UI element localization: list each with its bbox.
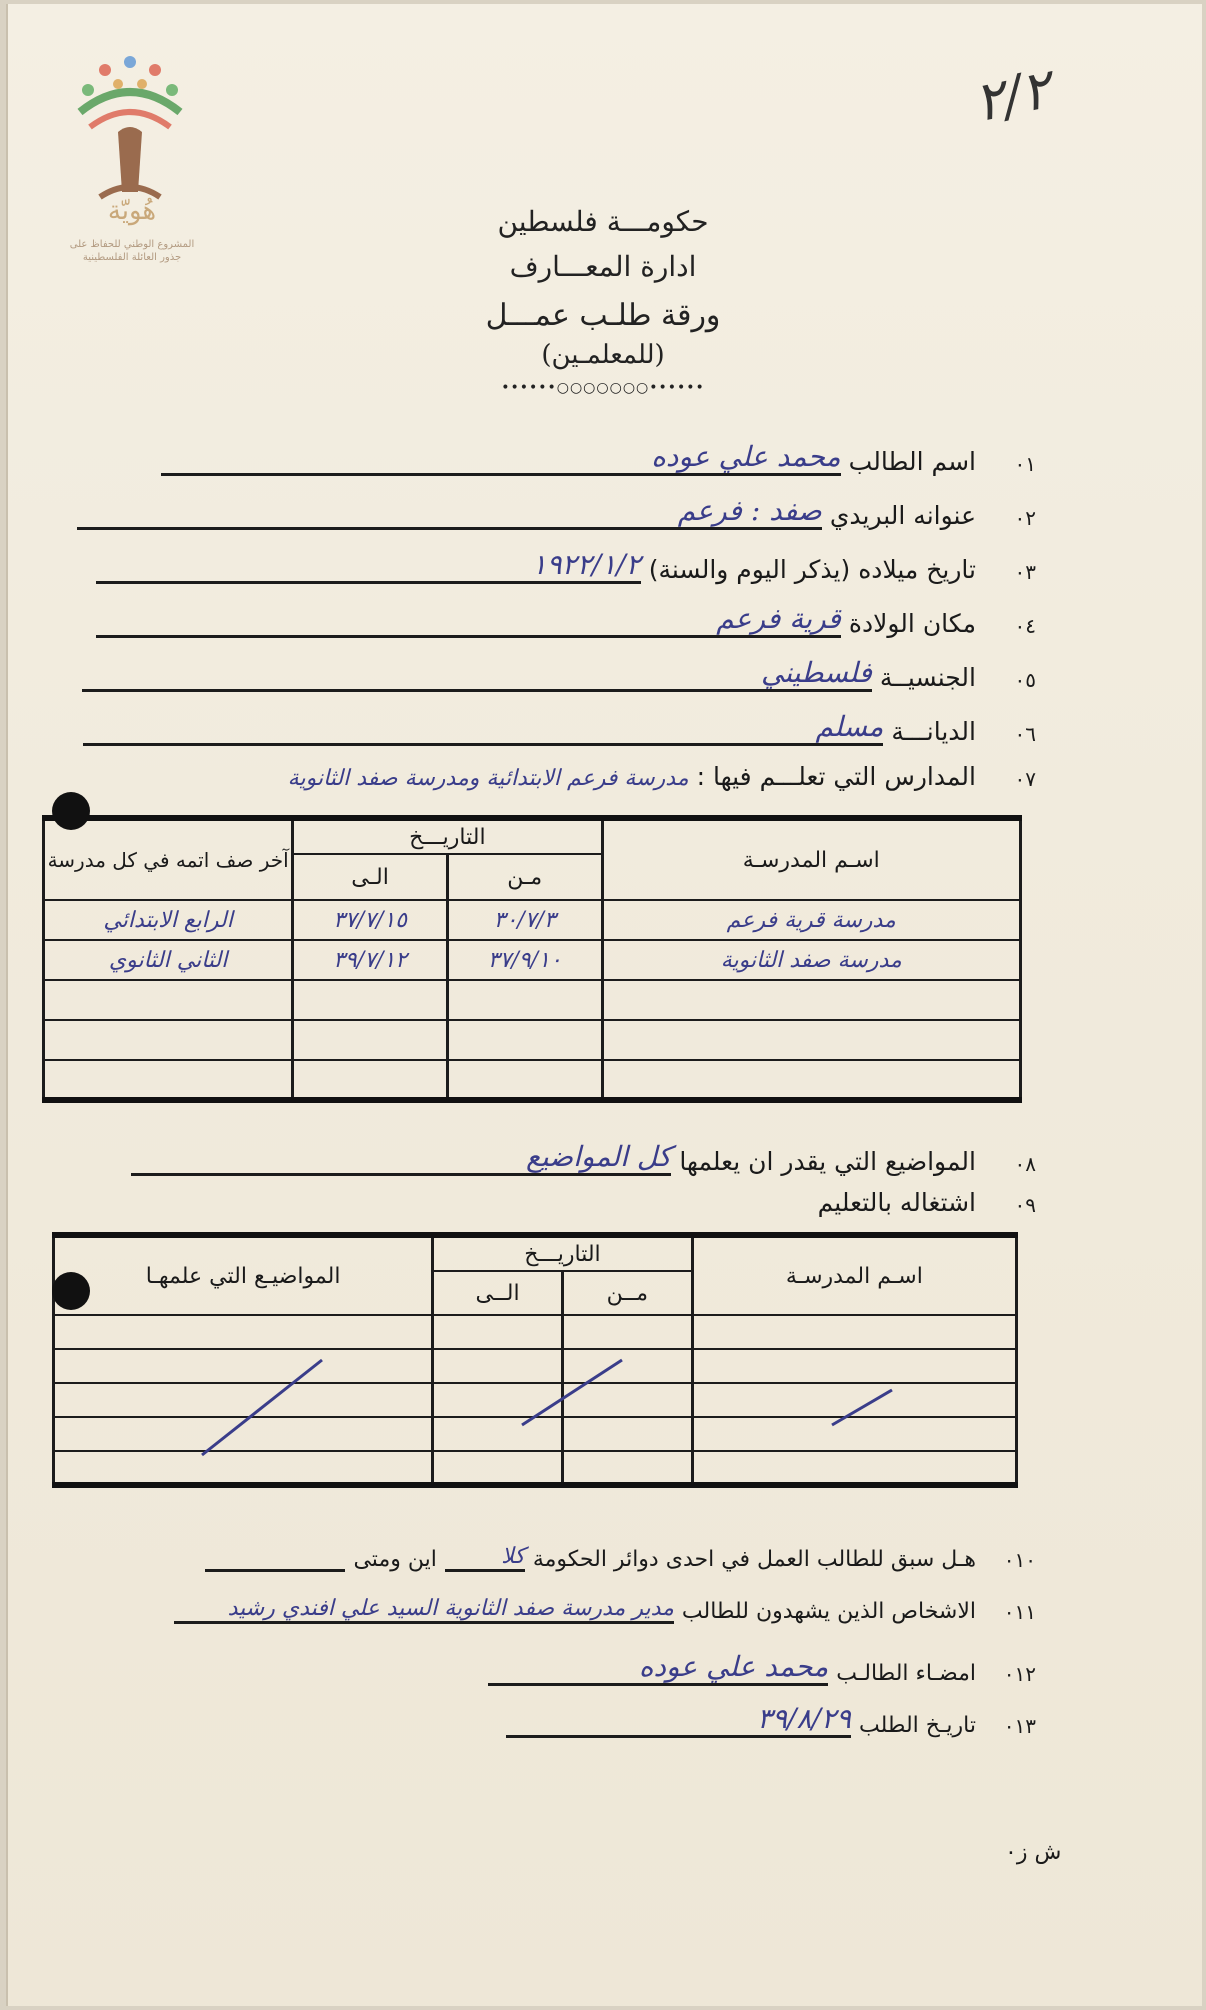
table-row bbox=[44, 1060, 1021, 1100]
col-to: الـى bbox=[293, 854, 448, 900]
field-label: الديانـــة bbox=[891, 717, 976, 746]
cell-to: ٣٩/٧/١٢ bbox=[293, 940, 448, 980]
field-label: تاريـخ الطلب bbox=[859, 1713, 976, 1738]
field-value: محمد علي عوده bbox=[161, 440, 841, 476]
logo-subtitle-line2: جذور العائلة الفلسطينية bbox=[82, 252, 182, 263]
field-teachable-subjects bbox=[131, 1140, 1036, 1176]
header-form-title: ورقة طلـب عمـــل bbox=[485, 298, 721, 333]
field-value: كلا bbox=[445, 1544, 525, 1572]
field-references bbox=[174, 1596, 1036, 1624]
field-number: ٠٩ bbox=[1014, 1193, 1036, 1217]
field-birth-place bbox=[96, 602, 1036, 638]
field-birth-date bbox=[96, 548, 1036, 584]
header-ornament: ••••••○○○○○○○•••••• bbox=[501, 380, 705, 396]
col-school-name: اسـم المدرسـة bbox=[602, 818, 1020, 900]
field-government-service bbox=[205, 1544, 1036, 1572]
cell-school: مدرسة قرية فرعم bbox=[602, 900, 1020, 940]
field-number: ٠٣ bbox=[1014, 560, 1036, 584]
header-government: حكومـــة فلسطين bbox=[497, 205, 709, 238]
field-schools-attended bbox=[189, 762, 1036, 791]
field-application-date bbox=[506, 1702, 1036, 1738]
field-number: ٠٧ bbox=[1014, 767, 1036, 791]
field-number: ٠١٢ bbox=[1003, 1662, 1036, 1686]
field-label: الاشخاص الذين يشهدون للطالب bbox=[681, 1599, 976, 1624]
field-postal-address bbox=[77, 494, 1036, 530]
logo-title: هُويّة bbox=[107, 196, 157, 226]
teaching-table-header bbox=[54, 1235, 1017, 1271]
field-label: المدارس التي تعلـــم فيها : bbox=[696, 762, 976, 791]
field-label: الجنسيــة bbox=[879, 663, 976, 692]
field-label: مكان الولادة bbox=[848, 609, 976, 638]
header-department: ادارة المعـــارف bbox=[509, 250, 697, 283]
field-number: ٠٥ bbox=[1014, 668, 1036, 692]
field-teaching-experience bbox=[818, 1188, 1036, 1217]
field-value: فلسطيني bbox=[82, 656, 872, 692]
field-label: اسم الطالب bbox=[848, 447, 976, 476]
logo-subtitle-line1: المشروع الوطني للحفاظ على bbox=[69, 239, 195, 250]
schools-table bbox=[42, 815, 1022, 1103]
col-from: مــن bbox=[562, 1271, 692, 1315]
field-religion bbox=[83, 710, 1036, 746]
col-to: الــى bbox=[433, 1271, 563, 1315]
field-nationality bbox=[82, 656, 1036, 692]
field-suffix: اين ومتى bbox=[353, 1547, 437, 1572]
cell-from: ٣٠/٧/٣ bbox=[447, 900, 602, 940]
field-number: ٠٢ bbox=[1014, 506, 1036, 530]
cell-from: ٣٧/٩/١٠ bbox=[447, 940, 602, 980]
schools-table-header bbox=[44, 818, 1021, 854]
field-value: ١٩٢٢/١/٢ bbox=[96, 548, 641, 584]
field-number: ٠١٣ bbox=[1003, 1714, 1036, 1738]
cell-grade: الرابع الابتدائي bbox=[44, 900, 293, 940]
field-label: هـل سبق للطالب العمل في احدى دوائر الحكومة bbox=[532, 1547, 976, 1572]
page-mark: ٢/٢ bbox=[968, 56, 1057, 135]
field-value: كل المواضيع bbox=[131, 1140, 671, 1176]
col-date: التاريـــخ bbox=[433, 1235, 693, 1271]
field-label: امضـاء الطالـب bbox=[836, 1661, 976, 1686]
field-value: مدرسة فرعم الابتدائية ومدرسة صفد الثانوية bbox=[287, 766, 689, 791]
cell-school: مدرسة صفد الثانوية bbox=[602, 940, 1020, 980]
table-row bbox=[44, 1020, 1021, 1060]
field-number: ٠٤ bbox=[1014, 614, 1036, 638]
col-from: مـن bbox=[447, 854, 602, 900]
table-row bbox=[44, 980, 1021, 1020]
field-label: عنوانه البريدي bbox=[829, 501, 976, 530]
field-value: قرية فرعم bbox=[96, 602, 841, 638]
table-row bbox=[44, 940, 1021, 980]
field-number: ٠١ bbox=[1014, 452, 1036, 476]
field-student-signature bbox=[488, 1650, 1036, 1686]
field-label: تاريخ ميلاده (يذكر اليوم والسنة) bbox=[648, 555, 976, 584]
header-form-subtitle: (للمعلمـين) bbox=[541, 340, 665, 370]
field-number: ٠٨ bbox=[1014, 1152, 1036, 1176]
signature: محمد علي عوده bbox=[488, 1650, 828, 1686]
cell-grade: الثاني الثانوي bbox=[44, 940, 293, 980]
table-row bbox=[44, 900, 1021, 940]
footer-code: ش ز٠ bbox=[1005, 1840, 1062, 1865]
field-blank bbox=[205, 1569, 345, 1572]
field-number: ٠٦ bbox=[1014, 722, 1036, 746]
field-value: ٣٩/٨/٢٩ bbox=[506, 1702, 851, 1738]
field-label: اشتغاله بالتعليم bbox=[817, 1188, 976, 1217]
field-label: المواضيع التي يقدر ان يعلمها bbox=[679, 1147, 976, 1176]
punch-hole bbox=[52, 1272, 90, 1310]
cell-to: ٣٧/٧/١٥ bbox=[293, 900, 448, 940]
field-value: مدير مدرسة صفد الثانوية السيد علي افندي رشيد bbox=[174, 1596, 674, 1624]
strike-marks bbox=[52, 1310, 1018, 1490]
col-date: التاريـــخ bbox=[293, 818, 602, 854]
col-last-grade: آخر صف اتمه في كل مدرسة bbox=[44, 818, 293, 900]
field-number: ٠١٠ bbox=[1003, 1548, 1036, 1572]
field-value: مسلم bbox=[83, 710, 883, 746]
field-value: صفد : فرعم bbox=[77, 494, 822, 530]
field-number: ٠١١ bbox=[1003, 1600, 1036, 1624]
field-student-name bbox=[161, 440, 1036, 476]
col-subjects-taught: المواضيـع التي علمهـا bbox=[54, 1235, 433, 1315]
col-school-name: اسـم المدرسـة bbox=[692, 1235, 1016, 1315]
